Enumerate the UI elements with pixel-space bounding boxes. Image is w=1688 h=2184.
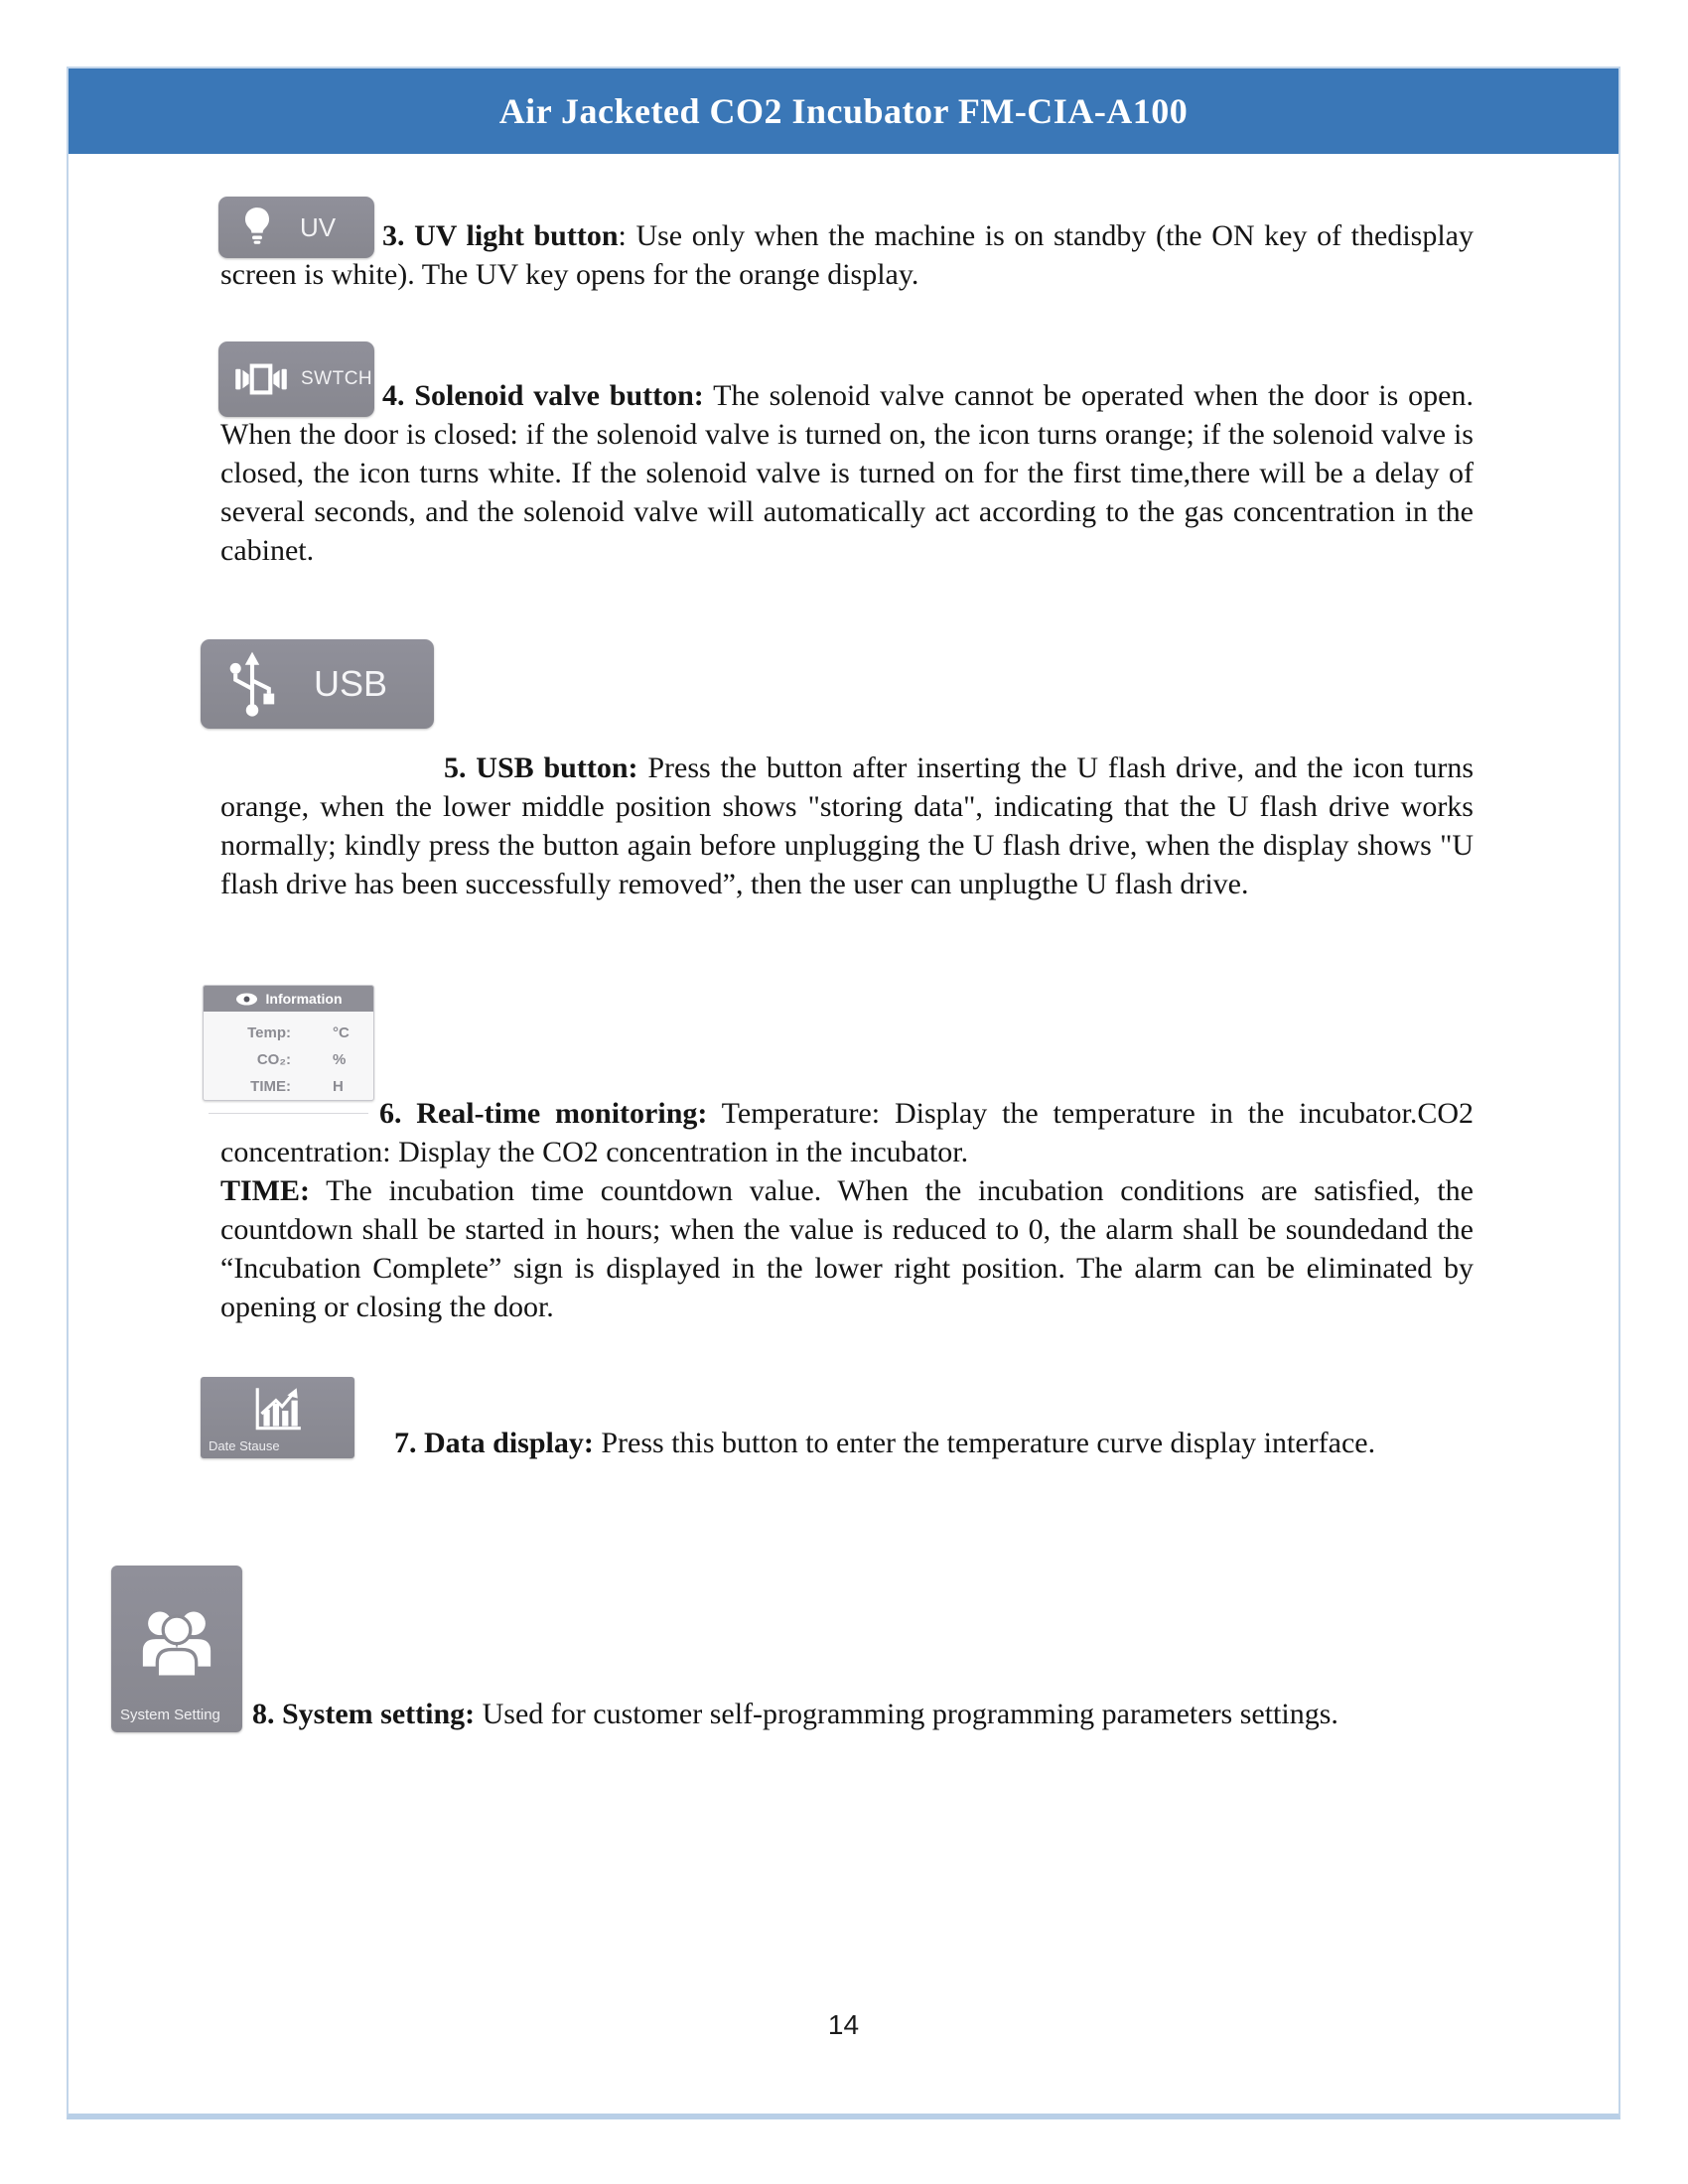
usb-body-text: Press the button after inserting the U flash drive, and the icon turns orange, when the lower middle position shows "storing data", indicating that the U flash drive works normally; kindly press the button again before unplugging the U flash drive, when the display shows "U flash drive has been successfully removed”, then the user can unplugthe U flash drive.	[220, 751, 1475, 900]
co2-unit: %	[333, 1051, 347, 1068]
system-setting-icon-label: System Setting	[120, 1706, 220, 1723]
temp-unit: °C	[333, 1024, 350, 1041]
data-display-icon-label: Date Stause	[209, 1438, 280, 1453]
co2-label: CO₂:	[256, 1051, 291, 1068]
eye-icon	[235, 992, 258, 1007]
solenoid-section-paragraph	[220, 376, 1474, 570]
usb-button-image	[201, 639, 434, 729]
usb-heading: 5. USB button:	[444, 751, 638, 784]
system-setting-heading: 8. System setting:	[252, 1698, 476, 1730]
uv-section-paragraph	[220, 216, 1474, 294]
usb-icon	[216, 648, 288, 720]
monitoring-section	[220, 1094, 1474, 1326]
time-paragraph	[220, 1171, 1474, 1326]
users-icon	[135, 1605, 218, 1681]
co2-row	[204, 1046, 373, 1073]
data-display-heading: 7. Data display:	[394, 1427, 594, 1459]
uv-heading: 3. UV light button	[382, 219, 619, 252]
solenoid-heading: 4. Solenoid valve button:	[382, 379, 704, 412]
temp-row	[204, 1020, 373, 1046]
data-display-body-text: Press this button to enter the temperature curve display interface.	[593, 1427, 1376, 1459]
page-title: Air Jacketed CO2 Incubator FM-CIA-A100	[498, 91, 1189, 131]
uv-icon-label: UV	[300, 211, 337, 242]
system-setting-body-text: Used for customer self-programming programming parameters settings.	[475, 1698, 1338, 1730]
monitoring-body-text: Temperature: Display the temperature in the incubator.CO2 concentration: Display the CO2 concentration in the incubator.	[220, 1097, 1474, 1168]
information-panel-body	[204, 1012, 373, 1100]
monitoring-paragraph	[220, 1094, 1474, 1171]
temp-label: Temp:	[247, 1024, 291, 1041]
time-heading: TIME:	[220, 1174, 310, 1207]
header-bar	[69, 68, 1618, 154]
data-display-paragraph	[201, 1424, 1474, 1462]
information-panel-title: Information	[265, 991, 343, 1007]
time-body-text: The incubation time countdown value. When the incubation conditions are satisfied, the countdown shall be started in hours; when the value is reduced to 0, the alarm shall be soundedand the “Incubation Complete” sign is displayed in the lower right position. The alarm can be eliminated by opening or closing the door.	[220, 1174, 1474, 1323]
uv-body-text: : Use only when the machine is on standby (the ON key of thedisplay screen is white). The UV key opens for the orange display.	[220, 219, 1474, 291]
page-number: 14	[827, 2009, 860, 2040]
solenoid-icon-label: SWTCH	[301, 368, 373, 389]
time-label: TIME:	[250, 1078, 291, 1095]
information-panel	[203, 985, 374, 1101]
usb-section-paragraph	[220, 749, 1474, 903]
time-unit: H	[333, 1078, 344, 1095]
monitoring-heading: 6. Real-time monitoring:	[379, 1097, 708, 1130]
system-setting-paragraph	[220, 1695, 1474, 1733]
usb-icon-label: USB	[314, 663, 388, 704]
solenoid-body-text: The solenoid valve cannot be operated when the door is open. When the door is closed: if the solenoid valve is turned on, the icon turns orange; if the solenoid valve is closed, the icon turns white. If the solenoid valve is turned on for the first time,there will be a delay of several seconds, and the solenoid valve will automatically act according to the gas concentration in the cabinet.	[220, 379, 1474, 567]
information-panel-header	[204, 986, 373, 1012]
page-border	[67, 67, 1620, 2119]
